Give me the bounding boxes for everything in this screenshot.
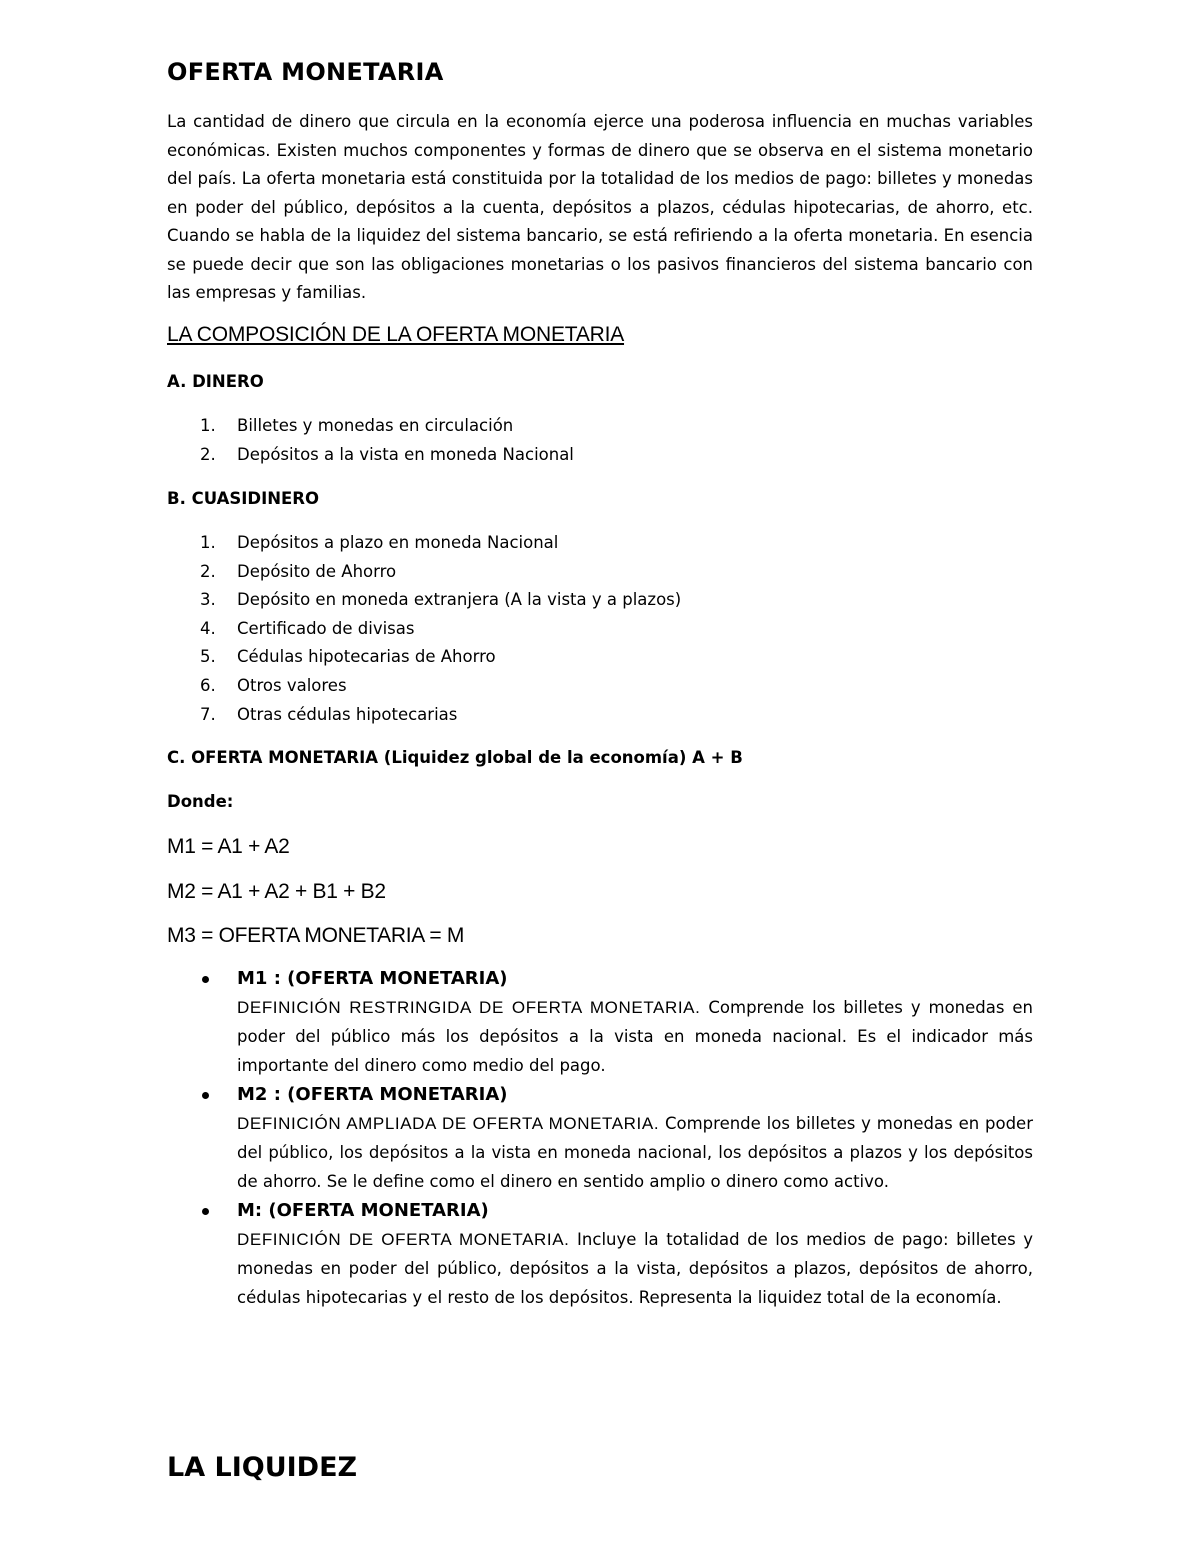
list-item-number: 2. <box>200 561 216 581</box>
definition-text <box>237 1109 1033 1196</box>
definition-body: Incluye la totalidad de los medios de pago: billetes y monedas en poder del público, depósitos a la vista, depósitos a plazos, depósitos de ahorro, cédulas hipotecarias y el resto de los depósitos. Representa la liquidez total de la economía. <box>237 1230 1033 1307</box>
document-title: OFERTA MONETARIA <box>167 58 444 86</box>
list-item-text: Cédulas hipotecarias de Ahorro <box>237 647 496 667</box>
bullet-icon <box>202 1092 209 1099</box>
definition-item <box>167 964 1033 1080</box>
list-item-text: Certificado de divisas <box>237 618 415 638</box>
formula-m1: M1 = A1 + A2 <box>167 835 290 858</box>
section-c-heading: C. OFERTA MONETARIA (Liquidez global de la economía) A + B <box>167 748 743 767</box>
formula-m3: M3 = OFERTA MONETARIA = M <box>167 924 465 947</box>
list-item-text: Depósito de Ahorro <box>237 561 397 581</box>
bullet-icon <box>202 1208 209 1215</box>
definition-body: Comprende los billetes y monedas en poder del público más los depósitos a la vista en moneda nacional. Es el indicador más importante del dinero como medio del pago. <box>237 998 1034 1075</box>
definitions-list <box>167 964 1033 1312</box>
list-item-text: Depósitos a plazo en moneda Nacional <box>237 533 559 552</box>
definition-heading: M2 : (OFERTA MONETARIA) <box>237 1084 508 1105</box>
bullet-icon <box>202 976 209 983</box>
definition-heading: M: (OFERTA MONETARIA) <box>237 1200 489 1221</box>
definition-text <box>237 1225 1033 1312</box>
next-section-title: LA LIQUIDEZ <box>167 1452 358 1483</box>
list-item-number: 1. <box>200 416 216 435</box>
list-item-text: Depósito en moneda extranjera (A la vista y a plazos) <box>237 590 682 610</box>
list-item-text: Billetes y monedas en circulación <box>237 416 514 435</box>
definition-item <box>167 1196 1033 1312</box>
definition-heading: M1 : (OFERTA MONETARIA) <box>237 968 508 989</box>
list-item-number: 6. <box>200 675 216 695</box>
definition-text <box>237 993 1033 1080</box>
list-item-text: Depósitos a la vista en moneda Nacional <box>237 444 574 464</box>
intro-paragraph: La cantidad de dinero que circula en la economía ejerce una poderosa influencia en muchas variables económicas. Existen muchos componentes y formas de dinero que se observa en el sistema monetario del país. La oferta monetaria está constituida por la totalidad de los medios de pago: billetes y monedas en poder del público, depósitos a la cuenta, depósitos a plazos, cédulas hipotecarias, de ahorro, etc. Cuando se habla de la liquidez del sistema bancario, se está refiriendo a la oferta monetaria. En esencia se puede decir que son las obligaciones monetarias o los pasivos financieros del sistema bancario con las empresas y familias. <box>167 112 1033 302</box>
section-a-heading: A. DINERO <box>167 372 264 391</box>
list-item-text: Otros valores <box>237 675 347 695</box>
list-item-number: 2. <box>200 444 216 464</box>
list-item-number: 4. <box>200 618 216 638</box>
list-item-number: 3. <box>200 590 216 610</box>
definition-term: DEFINICIÓN RESTRINGIDA DE OFERTA MONETARIA. <box>237 998 701 1017</box>
definition-term: DEFINICIÓN AMPLIADA DE OFERTA MONETARIA. <box>237 1114 660 1133</box>
composition-heading: LA COMPOSICIÓN DE LA OFERTA MONETARIA <box>167 323 625 346</box>
list-item-number: 5. <box>200 647 216 667</box>
section-b-heading: B. CUASIDINERO <box>167 489 320 508</box>
list-item-text: Otras cédulas hipotecarias <box>237 704 458 724</box>
list-item-number: 1. <box>200 533 216 552</box>
list-item-number: 7. <box>200 704 216 724</box>
definition-term: DEFINICIÓN DE OFERTA MONETARIA. <box>237 1230 570 1249</box>
formula-m2: M2 = A1 + A2 + B1 + B2 <box>167 880 386 903</box>
donde-label: Donde: <box>167 792 234 811</box>
definition-body: Comprende los billetes y monedas en poder del público, los depósitos a la vista en moneda nacional, los depósitos a plazos y los depósitos de ahorro. Se le define como el dinero en sentido amplio o dinero como activo. <box>237 1114 1033 1191</box>
definition-item <box>167 1080 1033 1196</box>
